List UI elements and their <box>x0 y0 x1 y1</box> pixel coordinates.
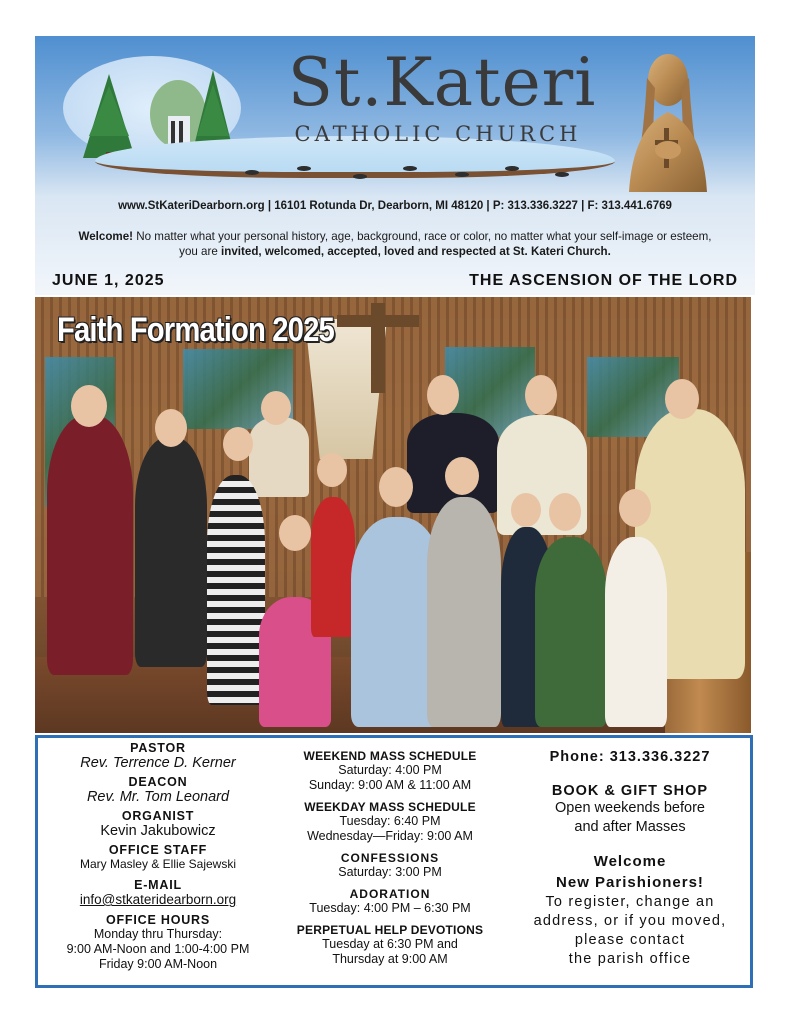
weekend-mass-label: WEEKEND MASS SCHEDULE <box>303 749 477 763</box>
deacon-name: Rev. Mr. Tom Leonard <box>86 789 230 805</box>
person-head <box>279 515 311 551</box>
feast-title: THE ASCENSION OF THE LORD <box>469 272 738 289</box>
gift-shop-line: and after Masses <box>574 819 686 835</box>
stone-mark <box>353 174 367 179</box>
person-head <box>619 489 651 527</box>
st-kateri-statue-image <box>609 48 727 192</box>
stone-mark <box>555 172 569 177</box>
bulletin-header <box>35 36 755 295</box>
faith-formation-group-photo <box>35 297 751 733</box>
person-head <box>71 385 107 427</box>
welcome-body: No matter what your personal history, age, background, race or color, no matter what your self-image or esteem, you are <box>133 230 712 258</box>
person-head <box>665 379 699 419</box>
office-hours-line: 9:00 AM-Noon and 1:00-4:00 PM <box>66 942 250 956</box>
welcome-heading: Welcome <box>593 853 667 870</box>
person-head <box>223 427 253 461</box>
adoration-label: ADORATION <box>349 887 431 901</box>
office-hours-label: OFFICE HOURS <box>105 913 211 927</box>
phone-number: Phone: 313.336.3227 <box>549 749 711 765</box>
person-head <box>525 375 557 415</box>
welcome-emphasis: invited, welcomed, accepted, loved and respected at St. Kateri Church. <box>221 245 611 258</box>
person-head <box>155 409 187 447</box>
perpetual-help-line: Tuesday at 6:30 PM and <box>322 937 458 951</box>
weekday-mass-label: WEEKDAY MASS SCHEDULE <box>304 800 476 814</box>
perpetual-help-label: PERPETUAL HELP DEVOTIONS <box>296 923 484 937</box>
person-head <box>317 453 347 487</box>
organist-name: Kevin Jakubowicz <box>100 823 216 839</box>
parish-info-box <box>35 735 753 988</box>
person-figure <box>207 475 265 705</box>
contact-info-line: www.StKateriDearborn.org | 16101 Rotunda Dr, Dearborn, MI 48120 | P: 313.336.3227 | F: 313.441.6769 <box>118 200 672 212</box>
deacon-label: DEACON <box>128 775 188 789</box>
stone-mark <box>297 166 311 171</box>
person-figure <box>605 537 667 727</box>
weekday-mass-line: Wednesday—Friday: 9:00 AM <box>307 829 473 843</box>
bulletin-date: JUNE 1, 2025 <box>52 272 165 289</box>
gift-shop-label: BOOK & GIFT SHOP <box>551 783 709 799</box>
email-link[interactable]: info@stkateridearborn.org <box>79 892 237 907</box>
person-head <box>261 391 291 425</box>
confessions-label: CONFESSIONS <box>340 851 440 865</box>
person-figure <box>249 417 309 497</box>
person-figure <box>47 415 133 675</box>
office-staff-names: Mary Masley & Ellie Sajewski <box>79 857 237 871</box>
person-figure <box>535 537 607 727</box>
register-line: To register, change an <box>545 894 715 910</box>
perpetual-help-line: Thursday at 9:00 AM <box>332 952 448 966</box>
pastor-name: Rev. Terrence D. Kerner <box>80 755 236 771</box>
stone-mark <box>245 170 259 175</box>
photo-caption: Faith Formation 2025 <box>57 311 334 349</box>
weekend-mass-line: Sunday: 9:00 AM & 11:00 AM <box>308 778 472 792</box>
person-head <box>511 493 541 527</box>
weekday-mass-line: Tuesday: 6:40 PM <box>339 814 441 828</box>
date-feast-row <box>52 272 738 290</box>
confessions-line: Saturday: 3:00 PM <box>338 865 442 879</box>
adoration-line: Tuesday: 4:00 PM – 6:30 PM <box>309 901 471 915</box>
info-column <box>508 738 752 969</box>
register-line: the parish office <box>568 951 692 967</box>
person-head <box>445 457 479 495</box>
person-figure <box>311 497 355 637</box>
church-name-subtitle: CATHOLIC CHURCH <box>294 122 582 146</box>
office-hours-line: Monday thru Thursday: <box>93 927 223 941</box>
pastor-label: PASTOR <box>130 741 186 755</box>
register-line: please contact <box>574 932 686 948</box>
welcome-statement <box>75 229 715 259</box>
person-figure <box>427 497 501 727</box>
organist-label: ORGANIST <box>121 809 195 823</box>
stone-mark <box>403 166 417 171</box>
email-label: E-MAIL <box>134 878 182 892</box>
office-hours-line: Friday 9:00 AM-Noon <box>98 957 218 971</box>
crucifix-beam <box>337 315 419 327</box>
gift-shop-line: Open weekends before <box>555 800 705 816</box>
person-head <box>549 493 581 531</box>
person-figure <box>135 437 207 667</box>
welcome-lead: Welcome! <box>78 230 134 243</box>
church-name-title: St.Kateri <box>287 44 597 121</box>
welcome-heading: New Parishioners! <box>556 874 704 891</box>
schedule-column <box>278 738 502 967</box>
office-staff-label: OFFICE STAFF <box>108 843 208 857</box>
person-head <box>427 375 459 415</box>
stone-mark <box>455 172 469 177</box>
register-line: address, or if you moved, <box>533 913 727 929</box>
stone-mark <box>505 166 519 171</box>
person-head <box>379 467 413 507</box>
staff-column <box>38 738 278 972</box>
weekend-mass-line: Saturday: 4:00 PM <box>338 763 442 777</box>
